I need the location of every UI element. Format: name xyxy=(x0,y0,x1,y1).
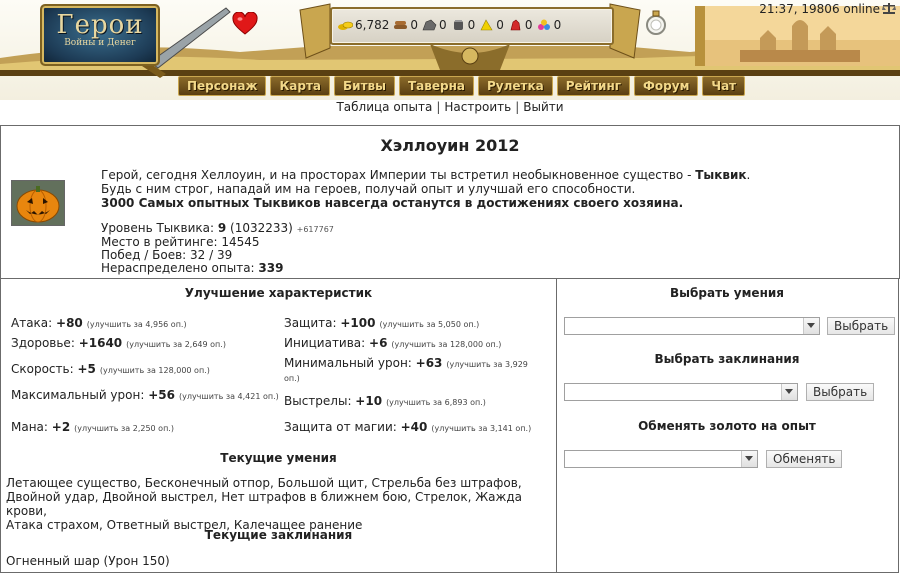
stat-value: 14545 xyxy=(221,235,260,249)
improve-heading: Улучшение характеристик xyxy=(184,286,373,300)
nav-item-2[interactable]: Битвы xyxy=(334,76,395,96)
pumpkin-creature-icon xyxy=(11,180,65,226)
desc-line-3 xyxy=(101,196,750,210)
attr-value: +6 xyxy=(369,336,388,350)
resource-value: 0 xyxy=(496,18,504,32)
attr-initiative xyxy=(284,337,546,351)
logo-title: Герои xyxy=(56,10,144,40)
attr-value: +80 xyxy=(56,316,83,330)
wood-icon xyxy=(393,19,408,31)
creature-name: Тыквик xyxy=(695,168,747,182)
spells-list: Огненный шар (Урон 150) xyxy=(6,554,170,568)
stat-value: 9 xyxy=(217,221,227,235)
creature-stats xyxy=(101,222,334,275)
improve-panel xyxy=(0,278,557,573)
skill-select[interactable] xyxy=(564,317,820,335)
resource-gems xyxy=(537,18,562,32)
sub-nav xyxy=(0,100,900,114)
desc-text: . xyxy=(746,168,751,182)
crystal-icon xyxy=(508,19,523,31)
attr-min-damage xyxy=(284,357,546,385)
mercury-icon xyxy=(451,19,466,31)
resource-value: 0 xyxy=(439,18,447,32)
improve-attack-link[interactable]: (улучшить за 4,956 оп.) xyxy=(86,320,187,329)
skills-list xyxy=(6,476,554,532)
attr-value: +2 xyxy=(51,420,71,434)
improve-min-damage-link[interactable]: (улучшить за 3,929 оп.) xyxy=(284,360,528,383)
creature-description xyxy=(101,168,750,210)
game-logo[interactable] xyxy=(40,4,160,66)
nav-item-7[interactable]: Чат xyxy=(702,76,745,96)
attr-label: Выстрелы: xyxy=(284,394,356,408)
gold-exchange-button[interactable]: Обменять xyxy=(766,450,842,468)
skills-heading: Текущие умения xyxy=(220,451,337,465)
logo-subtitle: Войны и Денег xyxy=(64,38,136,48)
subnav-separator: | xyxy=(436,100,441,114)
ring-icon[interactable] xyxy=(645,10,667,36)
chevron-down-icon[interactable] xyxy=(803,318,819,334)
attr-label: Мана: xyxy=(11,420,52,434)
resource-wood xyxy=(393,18,418,32)
gold-exchange-heading: Обменять золото на опыт xyxy=(638,419,816,433)
resource-bar xyxy=(330,7,614,45)
spells-heading: Текущие заклинания xyxy=(204,528,353,542)
attr-value: +100 xyxy=(340,316,376,330)
stat-label: Уровень Тыквика: xyxy=(101,221,218,235)
attr-label: Скорость: xyxy=(11,362,78,376)
resource-value: 0 xyxy=(524,18,533,32)
attr-label: Защита от магии: xyxy=(284,420,401,434)
page-title: Хэллоуин 2012 xyxy=(380,136,520,155)
skill-select-heading: Выбрать умения xyxy=(670,286,784,300)
improve-max-damage-link[interactable]: (улучшить за 4,421 оп.) xyxy=(178,392,279,401)
spell-select[interactable] xyxy=(564,383,798,401)
nav-item-5[interactable]: Рейтинг xyxy=(557,76,630,96)
desc-line-2: Будь с ним строг, нападай им на героев, получай опыт и улучшай его способности. xyxy=(101,182,636,196)
improve-speed-link[interactable]: (улучшить за 128,000 оп.) xyxy=(99,366,210,375)
clock-text: 21:37, 19806 online xyxy=(759,2,880,16)
attr-magic-defense xyxy=(284,421,552,435)
ore-icon xyxy=(422,19,437,31)
server-clock xyxy=(759,2,896,16)
stat-value: 32 / 39 xyxy=(190,248,233,262)
nav-item-1[interactable]: Карта xyxy=(270,76,330,96)
stat-label: Побед / Боев: xyxy=(101,248,191,262)
stat-value: 339 xyxy=(258,261,284,275)
attr-value: +63 xyxy=(415,356,443,370)
nav-item-3[interactable]: Таверна xyxy=(399,76,474,96)
attr-value: +40 xyxy=(400,420,428,434)
attr-attack xyxy=(11,317,281,331)
attr-label: Здоровье: xyxy=(11,336,79,350)
desc-highlight: 3000 Самых опытных Тыквиков навсегда останутся в достижениях своего хозяина. xyxy=(101,196,684,210)
resource-ore xyxy=(422,18,447,32)
resource-value: 6,782 xyxy=(355,18,390,32)
skills-line: Летающее существо, Бесконечный отпор, Большой щит, Стрельба без штрафов, xyxy=(6,476,522,490)
chevron-down-icon[interactable] xyxy=(741,451,757,467)
gold-amount-select[interactable] xyxy=(564,450,758,468)
improve-magic-defense-link[interactable]: (улучшить за 3,141 оп.) xyxy=(431,424,532,433)
attr-defense xyxy=(284,317,546,331)
attr-label: Атака: xyxy=(11,316,57,330)
nav-item-0[interactable]: Персонаж xyxy=(178,76,266,96)
improve-defense-link[interactable]: (улучшить за 5,050 оп.) xyxy=(379,320,480,329)
game-header xyxy=(0,0,900,100)
attr-shots xyxy=(284,395,546,409)
gems-icon xyxy=(537,19,552,31)
resource-value: 0 xyxy=(553,18,562,32)
attr-value: +56 xyxy=(148,388,175,402)
spell-select-button[interactable]: Выбрать xyxy=(806,383,874,401)
nav-item-4[interactable]: Рулетка xyxy=(478,76,553,96)
skill-select-button[interactable]: Выбрать xyxy=(827,317,895,335)
resource-gold xyxy=(338,18,389,32)
stat-delta: +617767 xyxy=(296,225,334,234)
chevron-down-icon[interactable] xyxy=(781,384,797,400)
stat-unassigned xyxy=(101,262,334,275)
attr-speed xyxy=(11,363,281,377)
spell-select-heading: Выбрать заклинания xyxy=(654,352,800,366)
link-logout[interactable]: Выйти xyxy=(523,100,564,114)
skills-line: Атака страхом, Ответный выстрел, Калечащее ранение xyxy=(6,518,363,532)
improve-initiative-link[interactable]: (улучшить за 128,000 оп.) xyxy=(391,340,502,349)
creature-info-panel xyxy=(0,125,900,279)
stat-label: Нераспределено опыта: xyxy=(101,261,259,275)
gold-icon xyxy=(338,19,353,31)
subnav-separator: | xyxy=(515,100,520,114)
attr-label: Максимальный урон: xyxy=(11,388,149,402)
actions-panel xyxy=(556,278,899,573)
heart-icon[interactable] xyxy=(232,12,258,36)
attr-max-damage xyxy=(11,389,281,403)
link-settings[interactable]: Настроить xyxy=(444,100,512,114)
improve-mana-link[interactable]: (улучшить за 2,250 оп.) xyxy=(74,424,174,433)
attr-label: Минимальный урон: xyxy=(284,356,416,370)
skills-line: Двойной удар, Двойной выстрел, Нет штрафов в ближнем бою, Стрелок, Жажда крови, xyxy=(6,490,522,518)
attr-mana xyxy=(11,421,281,435)
desc-line-1 xyxy=(101,168,750,182)
attr-value: +5 xyxy=(77,362,96,376)
resource-value: 0 xyxy=(467,18,476,32)
resource-crystal xyxy=(508,18,533,32)
resource-value: 0 xyxy=(410,18,418,32)
attr-health xyxy=(11,337,281,351)
sulfur-icon xyxy=(479,19,494,31)
attr-label: Инициатива: xyxy=(284,336,370,350)
improve-shots-link[interactable]: (улучшить за 6,893 оп.) xyxy=(386,398,486,407)
desc-text: Герой, сегодня Хеллоуин, и на просторах Империи ты встретил необыкновенное существо - xyxy=(101,168,696,182)
link-experience-table[interactable]: Таблица опыта xyxy=(336,100,433,114)
stat-level xyxy=(101,222,334,236)
attr-value: +10 xyxy=(355,394,383,408)
stat-label: Место в рейтинге: xyxy=(101,235,222,249)
resource-mercury xyxy=(451,18,476,32)
improve-health-link[interactable]: (улучшить за 2,649 оп.) xyxy=(126,340,226,349)
attr-label: Защита: xyxy=(284,316,341,330)
stat-exp: (1032233) xyxy=(226,221,297,235)
attr-value: +1640 xyxy=(78,336,123,350)
resource-list xyxy=(338,18,565,32)
scales-icon[interactable] xyxy=(882,2,896,14)
nav-item-6[interactable]: Форум xyxy=(634,76,698,96)
resource-sulfur xyxy=(479,18,504,32)
main-nav xyxy=(178,76,749,98)
